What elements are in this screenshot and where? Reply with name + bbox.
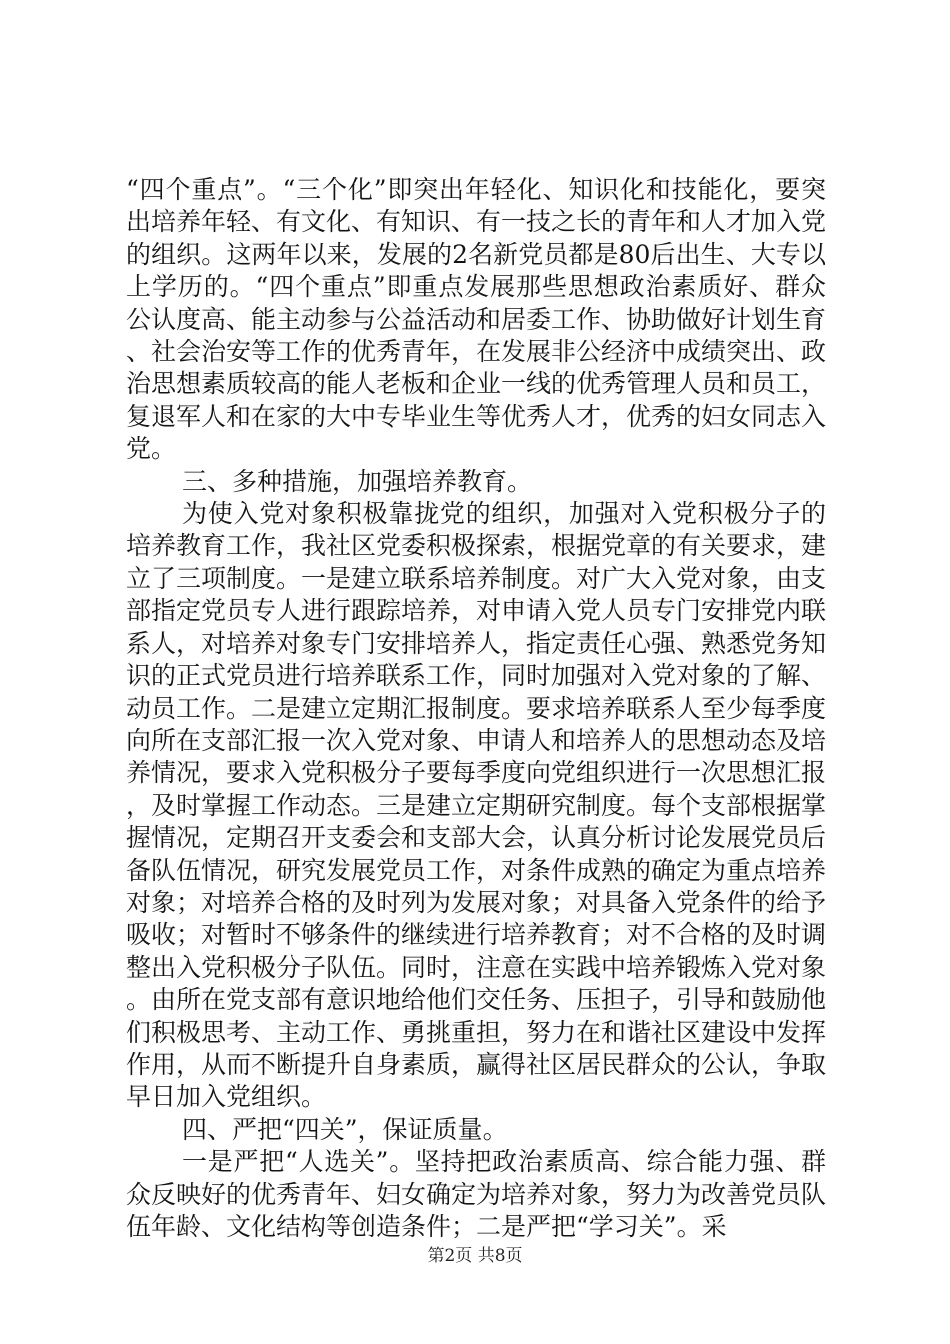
page-number-footer: 第2页 共8页: [427, 1246, 523, 1266]
document-body: [126, 174, 826, 1243]
paragraph-continuation: “四个重点”。“三个化”即突出年轻化、知识化和技能化，要突出培养年轻、有文化、有知识、有一技之长的青年和人才加入党的组织。这两年以来，发展的2名新党员都是80后出生、大专以上学历的。“四个重点”即重点发展那些思想政治素质好、群众公认度高、能主动参与公益活动和居委工作、协助做好计划生育、社会治安等工作的优秀青年，在发展非公经济中成绩突出、政治思想素质较高的能人老板和企业一线的优秀管理人员和员工，复退军人和在家的大中专毕业生等优秀人才，优秀的妇女同志入党。: [126, 175, 827, 464]
paragraph-four-gates: 一是严把“人选关”。坚持把政治素质高、综合能力强、群众反映好的优秀青年、妇女确定为培养对象，努力为改善党员队伍年龄、文化结构等创造条件；二是严把“学习关”。采: [126, 1147, 827, 1241]
section-heading-3: 三、多种措施，加强培养教育。: [182, 466, 533, 496]
paragraph-training: 为使入党对象积极靠拢党的组织，加强对入党积极分子的培养教育工作，我社区党委积极探索，根据党章的有关要求，建立了三项制度。一是建立联系培养制度。对广大入党对象，由支部指定党员专人进行跟踪培养，对申请入党人员专门安排党内联系人，对培养对象专门安排培养人，指定责任心强、熟悉党务知识的正式党员进行培养联系工作，同时加强对入党对象的了解、动员工作。二是建立定期汇报制度。要求培养联系人至少每季度向所在支部汇报一次入党对象、申请人和培养人的思想动态及培养情况，要求入党积极分子要每季度向党组织进行一次思想汇报，及时掌握工作动态。三是建立定期研究制度。每个支部根据掌握情况，定期召开支委会和支部大会，认真分析讨论发展党员后备队伍情况，研究发展党员工作，对条件成熟的确定为重点培养对象；对培养合格的及时列为发展对象；对具备入党条件的给予吸收；对暂时不够条件的继续进行培养教育；对不合格的及时调整出入党积极分子队伍。同时，注意在实践中培养锻炼入党对象。由所在党支部有意识地给他们交任务、压担子，引导和鼓励他们积极思考、主动工作、勇挑重担，努力在和谐社区建设中发挥作用，从而不断提升自身素质，赢得社区居民群众的公认，争取早日加入党组织。: [126, 499, 827, 1112]
section-heading-4: 四、严把“四关”，保证质量。: [182, 1114, 508, 1144]
